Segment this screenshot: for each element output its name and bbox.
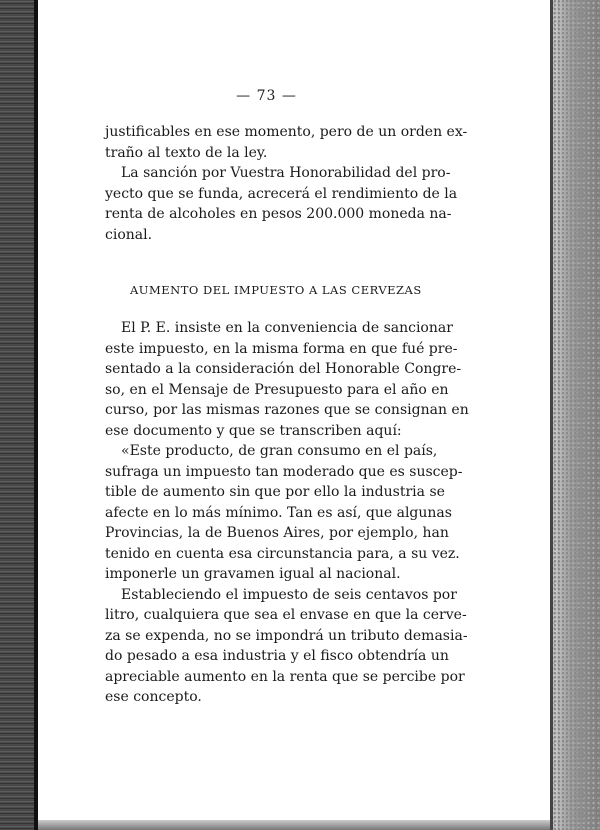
book-spine-shadow [0,0,38,830]
text-line: traño al texto de la ley. [105,144,268,161]
text-line: cional. [105,226,153,243]
text-block-top [105,122,468,245]
text-line: ese concepto. [105,689,202,705]
section-heading: AUMENTO DEL IMPUESTO A LAS CERVEZAS [130,283,422,297]
text-line: sufraga un impuesto tan moderado que es suscep- [105,463,463,480]
text-line: za se expenda, no se impondrá un tributo demasia- [105,627,468,644]
text-line: apreciable aumento en la renta que se percibe por [105,668,465,685]
text-line: imponerle un gravamen igual al nacional. [105,566,401,582]
page-number: — 73 — [236,88,297,104]
text-line: tenido en cuenta esa circunstancia para, a su vez. [105,545,460,562]
text-line: ese documento y que se transcriben aquí: [105,422,402,439]
text-line: sentado a la consideración del Honorable Congre- [105,361,462,377]
text-line: La sanción por Vuestra Honorabilidad del pro- [121,165,451,181]
text-line: «Este producto, de gran consumo en el país, [121,443,438,459]
text-line: so, en el Mensaje de Presupuesto para el año en [105,381,449,398]
text-line: Estableciendo el impuesto de seis centavos por [121,586,457,603]
page-edge-bottom [38,820,550,830]
text-line: renta de alcoholes en pesos 200.000 moneda na- [105,206,452,222]
text-line: afecte en lo más mínimo. Tan es así, que algunas [105,504,452,521]
text-line: litro, cualquiera que sea el envase en que la cerve- [105,607,467,623]
text-line: tible de aumento sin que por ello la industria se [105,484,445,500]
text-line: justificables en ese momento, pero de un orden ex- [105,124,468,140]
text-line: El P. E. insiste en la conveniencia de sancionar [121,320,453,336]
text-block-main [105,318,469,708]
text-line: do pesado a esa industria y el fisco obtendría un [105,648,449,664]
text-line: este impuesto, en la misma forma en que fué pre- [105,340,458,357]
text-line: curso, por las mismas razones que se consignan en [105,402,469,418]
text-line: yecto que se funda, acrecerá el rendimiento de la [105,185,458,202]
text-line: Provincias, la de Buenos Aires, por ejemplo, han [105,525,449,541]
page-edge-right [550,0,600,830]
